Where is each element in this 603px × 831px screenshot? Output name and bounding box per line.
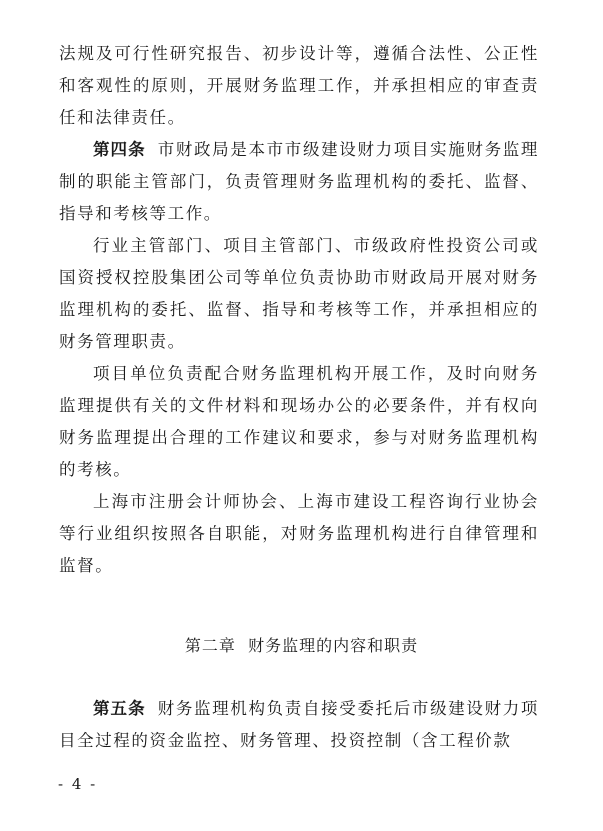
article-5-paragraph — [59, 693, 539, 757]
industry-departments-paragraph — [59, 230, 539, 358]
continuation-text: 法规及可行性研究报告、初步设计等，遵循合法性、公正性和客观性的原则，开展财务监理工作，并承担相应的审查责任和法律责任。 — [59, 44, 539, 127]
industry-departments-text: 行业主管部门、项目主管部门、市级政府性投资公司或国资授权控股集团公司等单位负责协助市财政局开展对财务监理机构的委托、监督、指导和考核等工作，并承担相应的财务管理职责。 — [59, 236, 539, 351]
article-4-text: 市财政局是本市市级建设财力项目实施财务监理制的职能主管部门，负责管理财务监理机构的委托、监督、指导和考核等工作。 — [59, 140, 539, 223]
associations-paragraph — [59, 486, 539, 582]
associations-text: 上海市注册会计师协会、上海市建设工程咨询行业协会等行业组织按照各自职能，对财务监理机构进行自律管理和监督。 — [59, 492, 539, 575]
project-unit-text: 项目单位负责配合财务监理机构开展工作，及时向财务监理提供有关的文件材料和现场办公的必要条件，并有权向财务监理提出合理的工作建议和要求，参与对财务监理机构的考核。 — [59, 364, 539, 479]
article-4-label: 第四条 — [93, 140, 146, 159]
continuation-paragraph — [59, 38, 539, 134]
chapter-2-title: 第二章 财务监理的内容和职责 — [184, 636, 419, 655]
page-number: - 4 - — [58, 775, 98, 793]
article-4-paragraph — [59, 134, 539, 230]
article-5-label: 第五条 — [93, 699, 146, 718]
project-unit-paragraph — [59, 358, 539, 486]
article-5-text: 财务监理机构负责自接受委托后市级建设财力项目全过程的资金监控、财务管理、投资控制（含工程价款 — [59, 699, 539, 750]
